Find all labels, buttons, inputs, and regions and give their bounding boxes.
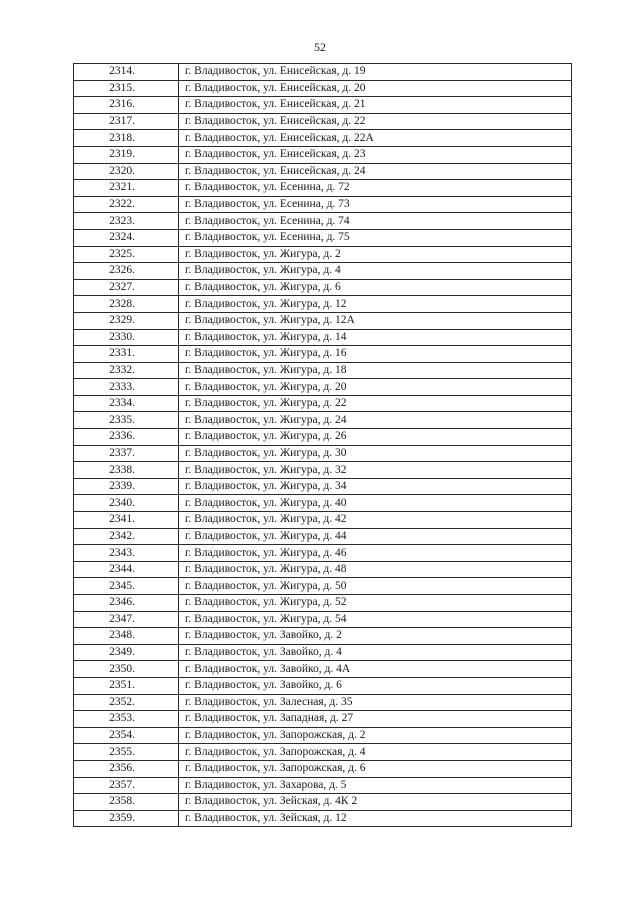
row-address: г. Владивосток, ул. Жигура, д. 24 — [179, 412, 572, 429]
row-address: г. Владивосток, ул. Жигура, д. 6 — [179, 279, 572, 296]
row-address: г. Владивосток, ул. Енисейская, д. 20 — [179, 80, 572, 97]
table-row — [74, 80, 572, 97]
table-row — [74, 512, 572, 529]
table-row — [74, 495, 572, 512]
row-address: г. Владивосток, ул. Есенина, д. 72 — [179, 180, 572, 197]
address-table — [73, 63, 572, 827]
row-address: г. Владивосток, ул. Жигура, д. 22 — [179, 395, 572, 412]
row-number: 2359. — [74, 810, 179, 827]
row-number: 2326. — [74, 263, 179, 280]
row-address: г. Владивосток, ул. Жигура, д. 14 — [179, 329, 572, 346]
table-row — [74, 445, 572, 462]
row-number: 2338. — [74, 462, 179, 479]
row-number: 2319. — [74, 146, 179, 163]
row-address: г. Владивосток, ул. Жигура, д. 26 — [179, 429, 572, 446]
row-number: 2350. — [74, 661, 179, 678]
row-number: 2329. — [74, 312, 179, 329]
row-address: г. Владивосток, ул. Жигура, д. 40 — [179, 495, 572, 512]
row-address: г. Владивосток, ул. Жигура, д. 4 — [179, 263, 572, 280]
row-address: г. Владивосток, ул. Залесная, д. 35 — [179, 694, 572, 711]
row-address: г. Владивосток, ул. Жигура, д. 18 — [179, 362, 572, 379]
row-address: г. Владивосток, ул. Енисейская, д. 22 — [179, 113, 572, 130]
row-number: 2328. — [74, 296, 179, 313]
row-address: г. Владивосток, ул. Жигура, д. 50 — [179, 578, 572, 595]
table-row — [74, 694, 572, 711]
row-address: г. Владивосток, ул. Жигура, д. 12 — [179, 296, 572, 313]
row-number: 2331. — [74, 346, 179, 363]
table-row — [74, 462, 572, 479]
table-row — [74, 628, 572, 645]
table-row — [74, 644, 572, 661]
table-row — [74, 545, 572, 562]
row-address: г. Владивосток, ул. Жигура, д. 48 — [179, 561, 572, 578]
row-number: 2347. — [74, 611, 179, 628]
table-row — [74, 130, 572, 147]
table-row — [74, 595, 572, 612]
row-number: 2321. — [74, 180, 179, 197]
table-row — [74, 362, 572, 379]
row-number: 2323. — [74, 213, 179, 230]
row-number: 2314. — [74, 64, 179, 81]
table-row — [74, 711, 572, 728]
row-number: 2330. — [74, 329, 179, 346]
row-number: 2315. — [74, 80, 179, 97]
row-address: г. Владивосток, ул. Захарова, д. 5 — [179, 777, 572, 794]
row-address: г. Владивосток, ул. Жигура, д. 2 — [179, 246, 572, 263]
row-number: 2345. — [74, 578, 179, 595]
table-row — [74, 677, 572, 694]
table-row — [74, 794, 572, 811]
page-number: 52 — [314, 40, 326, 54]
table-row — [74, 312, 572, 329]
row-address: г. Владивосток, ул. Есенина, д. 73 — [179, 196, 572, 213]
table-row — [74, 744, 572, 761]
table-row — [74, 263, 572, 280]
row-number: 2337. — [74, 445, 179, 462]
row-number: 2348. — [74, 628, 179, 645]
row-address: г. Владивосток, ул. Запорожская, д. 4 — [179, 744, 572, 761]
row-address: г. Владивосток, ул. Завойко, д. 6 — [179, 677, 572, 694]
table-row — [74, 246, 572, 263]
table-row — [74, 64, 572, 81]
row-address: г. Владивосток, ул. Жигура, д. 20 — [179, 379, 572, 396]
row-address: г. Владивосток, ул. Жигура, д. 12А — [179, 312, 572, 329]
row-number: 2354. — [74, 727, 179, 744]
table-row — [74, 578, 572, 595]
table-row — [74, 395, 572, 412]
row-address: г. Владивосток, ул. Завойко, д. 4А — [179, 661, 572, 678]
row-number: 2320. — [74, 163, 179, 180]
row-number: 2317. — [74, 113, 179, 130]
table-row — [74, 296, 572, 313]
row-address: г. Владивосток, ул. Завойко, д. 4 — [179, 644, 572, 661]
row-number: 2357. — [74, 777, 179, 794]
row-number: 2325. — [74, 246, 179, 263]
row-address: г. Владивосток, ул. Енисейская, д. 22А — [179, 130, 572, 147]
row-address: г. Владивосток, ул. Енисейская, д. 21 — [179, 97, 572, 114]
row-address: г. Владивосток, ул. Жигура, д. 54 — [179, 611, 572, 628]
row-address: г. Владивосток, ул. Енисейская, д. 24 — [179, 163, 572, 180]
table-row — [74, 146, 572, 163]
row-address: г. Владивосток, ул. Жигура, д. 46 — [179, 545, 572, 562]
row-number: 2346. — [74, 595, 179, 612]
row-address: г. Владивосток, ул. Западная, д. 27 — [179, 711, 572, 728]
row-number: 2353. — [74, 711, 179, 728]
row-number: 2332. — [74, 362, 179, 379]
row-address: г. Владивосток, ул. Жигура, д. 52 — [179, 595, 572, 612]
row-number: 2351. — [74, 677, 179, 694]
table-row — [74, 213, 572, 230]
row-number: 2335. — [74, 412, 179, 429]
row-number: 2343. — [74, 545, 179, 562]
row-address: г. Владивосток, ул. Енисейская, д. 19 — [179, 64, 572, 81]
row-address: г. Владивосток, ул. Завойко, д. 2 — [179, 628, 572, 645]
table-row — [74, 528, 572, 545]
row-number: 2322. — [74, 196, 179, 213]
row-address: г. Владивосток, ул. Жигура, д. 34 — [179, 478, 572, 495]
row-number: 2340. — [74, 495, 179, 512]
table-row — [74, 279, 572, 296]
table-row — [74, 727, 572, 744]
table-row — [74, 97, 572, 114]
table-row — [74, 229, 572, 246]
table-row — [74, 379, 572, 396]
table-row — [74, 661, 572, 678]
row-address: г. Владивосток, ул. Зейская, д. 12 — [179, 810, 572, 827]
table-row — [74, 478, 572, 495]
row-address: г. Владивосток, ул. Енисейская, д. 23 — [179, 146, 572, 163]
address-table-body — [74, 64, 572, 827]
table-row — [74, 113, 572, 130]
row-number: 2342. — [74, 528, 179, 545]
row-address: г. Владивосток, ул. Жигура, д. 44 — [179, 528, 572, 545]
row-number: 2358. — [74, 794, 179, 811]
row-number: 2344. — [74, 561, 179, 578]
row-number: 2349. — [74, 644, 179, 661]
row-number: 2352. — [74, 694, 179, 711]
table-row — [74, 163, 572, 180]
table-row — [74, 329, 572, 346]
row-address: г. Владивосток, ул. Жигура, д. 16 — [179, 346, 572, 363]
row-number: 2327. — [74, 279, 179, 296]
row-number: 2341. — [74, 512, 179, 529]
row-address: г. Владивосток, ул. Запорожская, д. 6 — [179, 760, 572, 777]
table-row — [74, 346, 572, 363]
row-address: г. Владивосток, ул. Жигура, д. 42 — [179, 512, 572, 529]
row-number: 2324. — [74, 229, 179, 246]
table-row — [74, 810, 572, 827]
table-row — [74, 180, 572, 197]
row-number: 2336. — [74, 429, 179, 446]
row-number: 2316. — [74, 97, 179, 114]
row-address: г. Владивосток, ул. Есенина, д. 75 — [179, 229, 572, 246]
row-number: 2333. — [74, 379, 179, 396]
row-number: 2355. — [74, 744, 179, 761]
row-number: 2339. — [74, 478, 179, 495]
row-address: г. Владивосток, ул. Зейская, д. 4К 2 — [179, 794, 572, 811]
table-row — [74, 561, 572, 578]
row-number: 2356. — [74, 760, 179, 777]
row-address: г. Владивосток, ул. Жигура, д. 30 — [179, 445, 572, 462]
table-row — [74, 777, 572, 794]
row-number: 2318. — [74, 130, 179, 147]
row-address: г. Владивосток, ул. Есенина, д. 74 — [179, 213, 572, 230]
table-row — [74, 429, 572, 446]
table-row — [74, 196, 572, 213]
row-number: 2334. — [74, 395, 179, 412]
table-row — [74, 611, 572, 628]
table-row — [74, 760, 572, 777]
table-row — [74, 412, 572, 429]
row-address: г. Владивосток, ул. Запорожская, д. 2 — [179, 727, 572, 744]
row-address: г. Владивосток, ул. Жигура, д. 32 — [179, 462, 572, 479]
